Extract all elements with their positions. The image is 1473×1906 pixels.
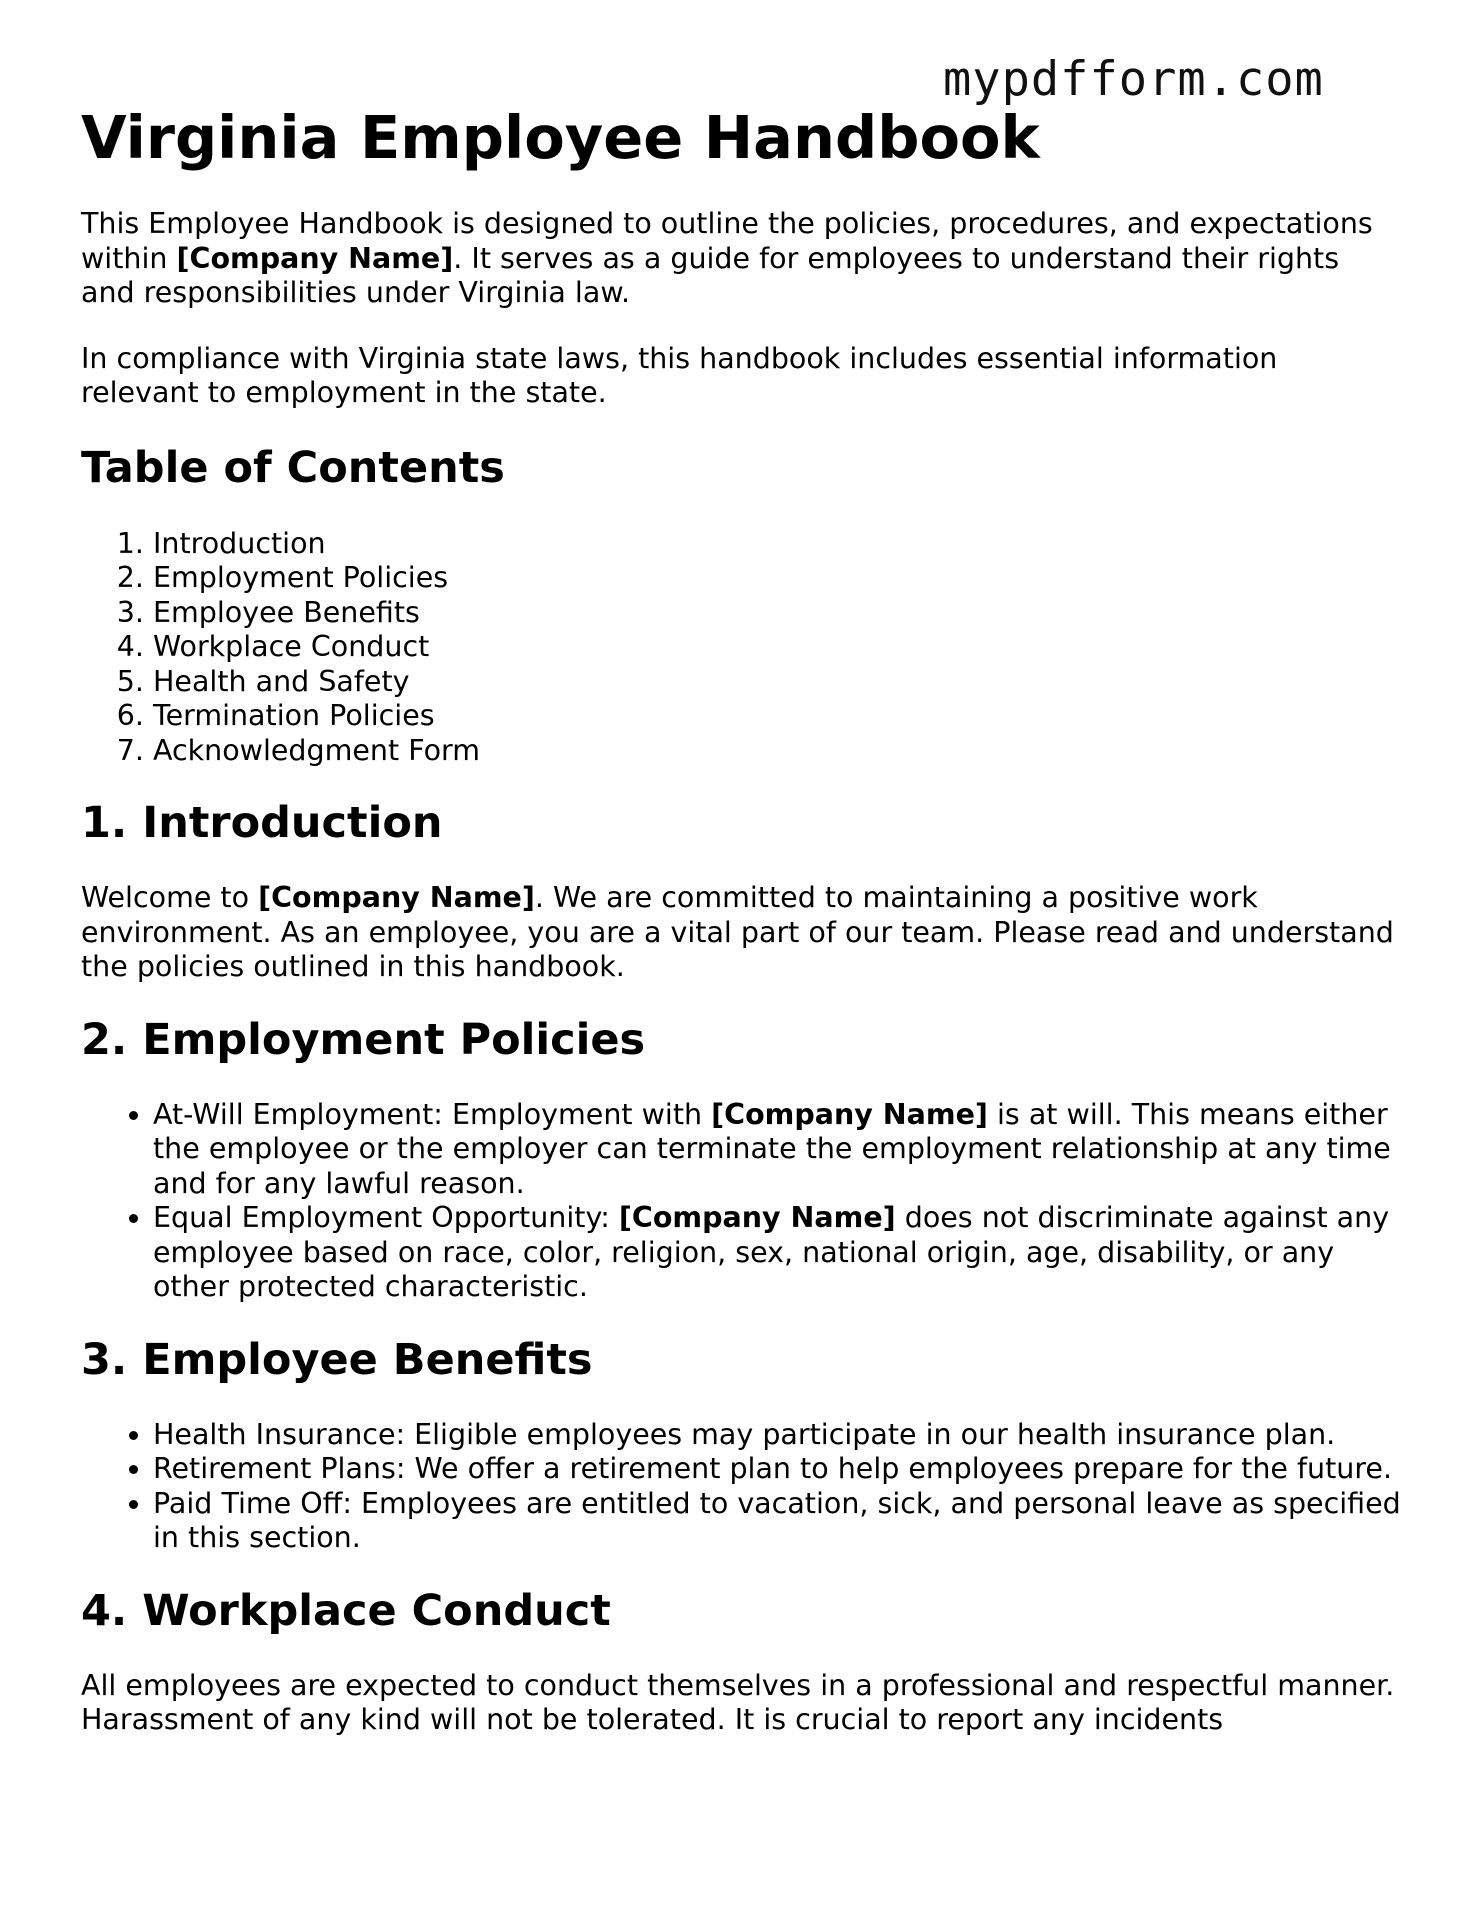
employment-policies-heading: 2. Employment Policies <box>81 1014 646 1065</box>
toc-item-termination-policies: 6. Termination Policies <box>153 699 1401 734</box>
watermark: mypdfform.com <box>943 52 1324 107</box>
intro-text-after: . It serves as a guide for employees to understand their rights and responsibilities under Virginia law. <box>81 241 1340 309</box>
intro-paragraph-2: In compliance with Virginia state laws, this handbook includes essential information relevant to employment in the state. <box>81 341 1278 409</box>
workplace-conduct-heading: 4. Workplace Conduct <box>81 1585 611 1636</box>
policy-text-after: is at will. This means either the employee or the employer can terminate the employment relationship at any time and for any lawful reason. <box>153 1097 1391 1200</box>
benefit-item-paid-time-off: • Paid Time Off: Employees are entitled to vacation, sick, and personal leave as specified in this section. <box>153 1487 1401 1556</box>
policy-item-equal-opportunity <box>153 1201 1401 1305</box>
benefit-item-retirement-plans: • Retirement Plans: We offer a retirement plan to help employees prepare for the future. <box>153 1452 1401 1487</box>
intro-paragraph-1 <box>81 207 1401 311</box>
company-name-placeholder: [Company Name] <box>711 1097 988 1131</box>
company-name-placeholder: [Company Name] <box>258 881 535 914</box>
toc-heading: Table of Contents <box>81 442 505 493</box>
toc-item-health-and-safety: 5. Health and Safety <box>153 665 1401 700</box>
introduction-text-before: Welcome to <box>81 881 259 914</box>
benefit-item-health-insurance: • Health Insurance: Eligible employees may participate in our health insurance plan. <box>153 1418 1401 1453</box>
policy-text-after: does not discriminate against any employee based on race, color, religion, sex, national origin, age, disability, or any other protected characteristic. <box>153 1201 1390 1303</box>
workplace-conduct-paragraph: All employees are expected to conduct themselves in a professional and respectful manner. Harassment of any kind will not be tolerated. It is crucial to report any incidents <box>81 1668 1395 1736</box>
introduction-heading: 1. Introduction <box>81 798 443 848</box>
company-name-placeholder: [Company Name] <box>176 241 454 275</box>
toc-item-introduction: 1. Introduction <box>153 527 1401 562</box>
toc-item-employee-benefits: 3. Employee Benefits <box>153 596 1401 631</box>
policy-text-before: At-Will Employment: Employment with <box>153 1097 712 1131</box>
page-title: Virginia Employee Handbook <box>81 103 1040 172</box>
toc-item-acknowledgment-form: 7. Acknowledgment Form <box>153 734 1401 769</box>
toc-item-employment-policies: 2. Employment Policies <box>153 561 1401 596</box>
company-name-placeholder: [Company Name] <box>618 1201 896 1234</box>
introduction-paragraph <box>81 881 1401 985</box>
toc-item-workplace-conduct: 4. Workplace Conduct <box>153 630 1401 665</box>
policy-item-at-will <box>153 1098 1401 1202</box>
intro-text-before: This Employee Handbook is designed to outline the policies, procedures, and expectations within <box>81 207 1373 275</box>
employment-policies-list <box>81 1098 1401 1305</box>
toc-list <box>81 527 1401 769</box>
introduction-text-after: . We are committed to maintaining a positive work environment. As an employee, you are a vital part of our team. Please read and understand the policies outlined in this handbook. <box>81 881 1394 983</box>
policy-text-before: Equal Employment Opportunity: <box>153 1201 619 1234</box>
document-page <box>81 100 1401 1738</box>
employee-benefits-heading: 3. Employee Benefits <box>81 1334 593 1385</box>
employee-benefits-list <box>81 1418 1401 1556</box>
